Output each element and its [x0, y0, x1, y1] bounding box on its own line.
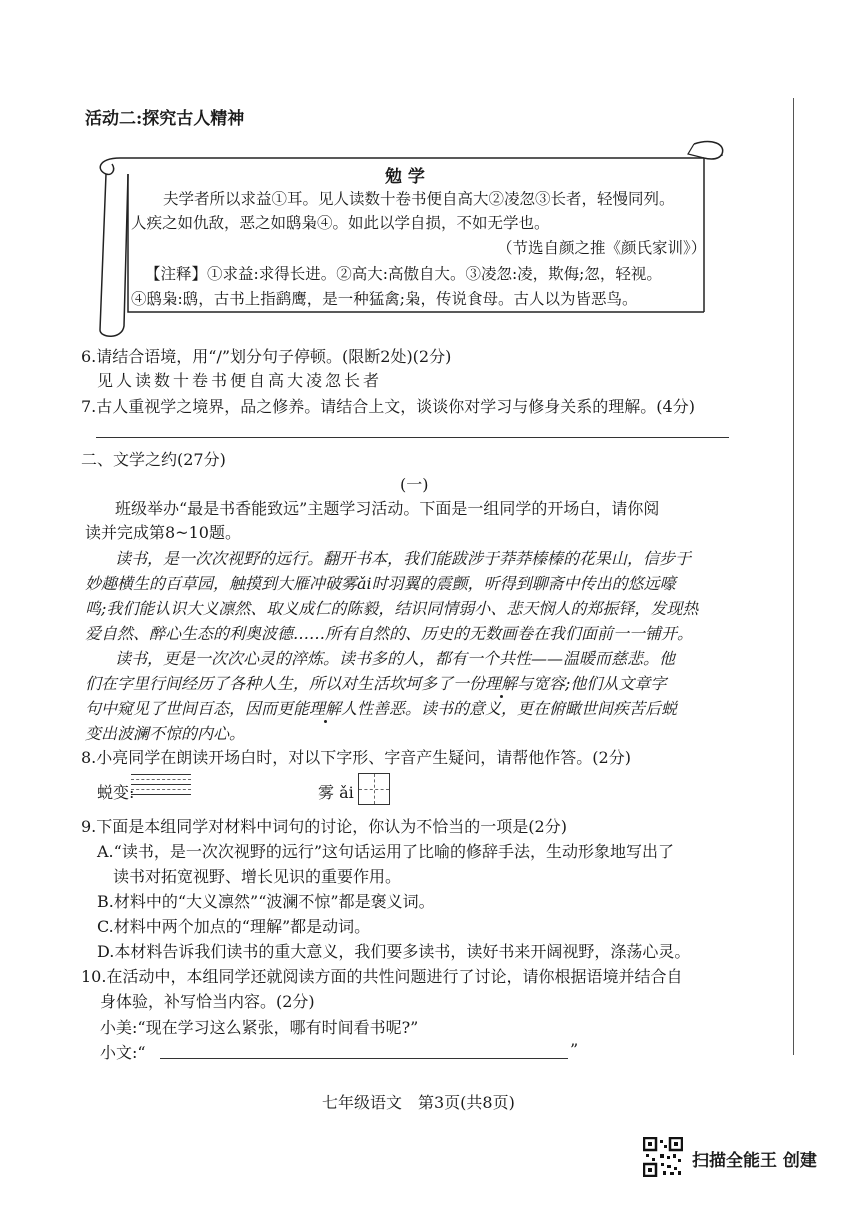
q8-character-box[interactable] — [358, 773, 390, 805]
q9-option-c: C.材料中两个加点的“理解”都是动词。 — [97, 917, 371, 936]
q8-item-label: 雾 ǎi — [318, 783, 354, 802]
question-6: 6.请结合语境，用“/”划分句子停顿。(限断2处)(2分) — [81, 347, 452, 366]
reading-text: 鸣;我们能认识大义凛然、取义成仁的陈毅，结识同情弱小、悲天悯人的郑振铎，发现热 — [85, 599, 699, 618]
q10-dialogue: 小美:“现在学习这么紧张，哪有时间看书呢?” — [100, 1018, 419, 1037]
passage-title: 勉 学 — [385, 167, 425, 187]
page-edge-rule — [793, 98, 794, 1055]
question-8: 8.小亮同学在朗读开场白时，对以下字形、字音产生疑问，请帮他作答。(2分) — [81, 748, 631, 767]
q9-option-d: D.本材料告诉我们读书的重大意义，我们要多读书，读好书来开阔视野，涤荡心灵。 — [97, 942, 691, 961]
dotted-word: 理解 — [309, 699, 342, 718]
intro-text: 读并完成第8~10题。 — [85, 523, 241, 542]
qr-code-icon — [643, 1137, 683, 1177]
reading-text: 们在字里行间经历了各种人生，所以对生活坎坷多了一份理解与宽容;他们从文章字 — [85, 674, 667, 693]
q9-option-b: B.材料中的“大义凛然”“波澜不惊”都是褒义词。 — [97, 892, 435, 911]
reading-text: 妙趣横生的百草园，触摸到大雁冲破雾ǎi时羽翼的震颤，听得到聊斋中传出的悠远嚎 — [85, 574, 676, 593]
activity-title: 活动二:探究古人精神 — [85, 109, 245, 129]
page-footer: 七年级语文 第3页(共8页) — [322, 1093, 515, 1112]
q10-dialogue: ” — [570, 1040, 579, 1059]
question-7: 7.古人重视学之境界，品之修养。请结合上文，谈谈你对学习与修身关系的理解。(4分) — [81, 397, 695, 416]
passage-note: ④鸱枭:鸱，古书上指鹞鹰，是一种猛禽;枭，传说食母。古人以为皆恶鸟。 — [131, 290, 638, 308]
scanner-watermark: 扫描全能王 创建 — [692, 1151, 817, 1171]
passage-note: 【注释】①求益:求得长进。②高大:高傲自大。③凌忽:凌，欺侮;忽，轻视。 — [145, 265, 662, 283]
q8-item-label: 蜕变: — [97, 783, 135, 802]
question-6-sentence: 见人读数十卷书便自高大凌忽长者 — [97, 371, 383, 390]
question-10: 身体验，补写恰当内容。(2分) — [100, 992, 315, 1011]
answer-line-10[interactable] — [160, 1058, 568, 1059]
section-title: 二、文学之约(27分) — [81, 450, 226, 469]
dotted-word: 理解 — [485, 674, 518, 693]
section-part: (一) — [400, 475, 429, 494]
answer-line-7[interactable] — [96, 437, 729, 438]
q8-writing-lines[interactable] — [131, 774, 191, 799]
q10-dialogue: 小文:“ — [100, 1043, 146, 1062]
reading-text: 句中窥见了世间百态，因而更能理解人性善恶。读书的意义，更在俯瞰世间疾苦后蜕 — [85, 699, 678, 718]
q9-option-a: A.“读书，是一次次视野的远行”这句话运用了比喻的修辞手法，生动形象地写出了 — [97, 842, 675, 861]
intro-text: 班级举办“最是书香能致远”主题学习活动。下面是一组同学的开场白，请你阅 — [115, 499, 660, 518]
question-10: 10.在活动中，本组同学还就阅读方面的共性问题进行了讨论，请你根据语境并结合自 — [81, 967, 683, 986]
passage-line: 夫学者所以求益①耳。见人读数十卷书便自高大②凌忽③长者，轻慢同列。 — [163, 190, 675, 208]
reading-text: 爱自然、醉心生态的利奥波德……所有自然的、历史的无数画卷在我们面前一一铺开。 — [85, 624, 694, 643]
q9-option-a: 读书对拓宽视野、增长见识的重要作用。 — [113, 867, 402, 886]
reading-text: 读书，是一次次视野的远行。翻开书本，我们能跋涉于莽莽榛榛的花果山，信步于 — [115, 549, 692, 568]
question-9: 9.下面是本组同学对材料中词句的讨论，你认为不恰当的一项是(2分) — [81, 817, 567, 836]
reading-text: 变出波澜不惊的内心。 — [85, 724, 246, 743]
passage-source: （节选自颜之推《颜氏家训》） — [497, 239, 707, 257]
reading-text: 读书，更是一次次心灵的淬炼。读书多的人，都有一个共性——温暖而慈悲。他 — [115, 649, 676, 668]
passage-line: 人疾之如仇敌，恶之如鸱枭④。如此以学自损，不如无学也。 — [131, 214, 550, 232]
